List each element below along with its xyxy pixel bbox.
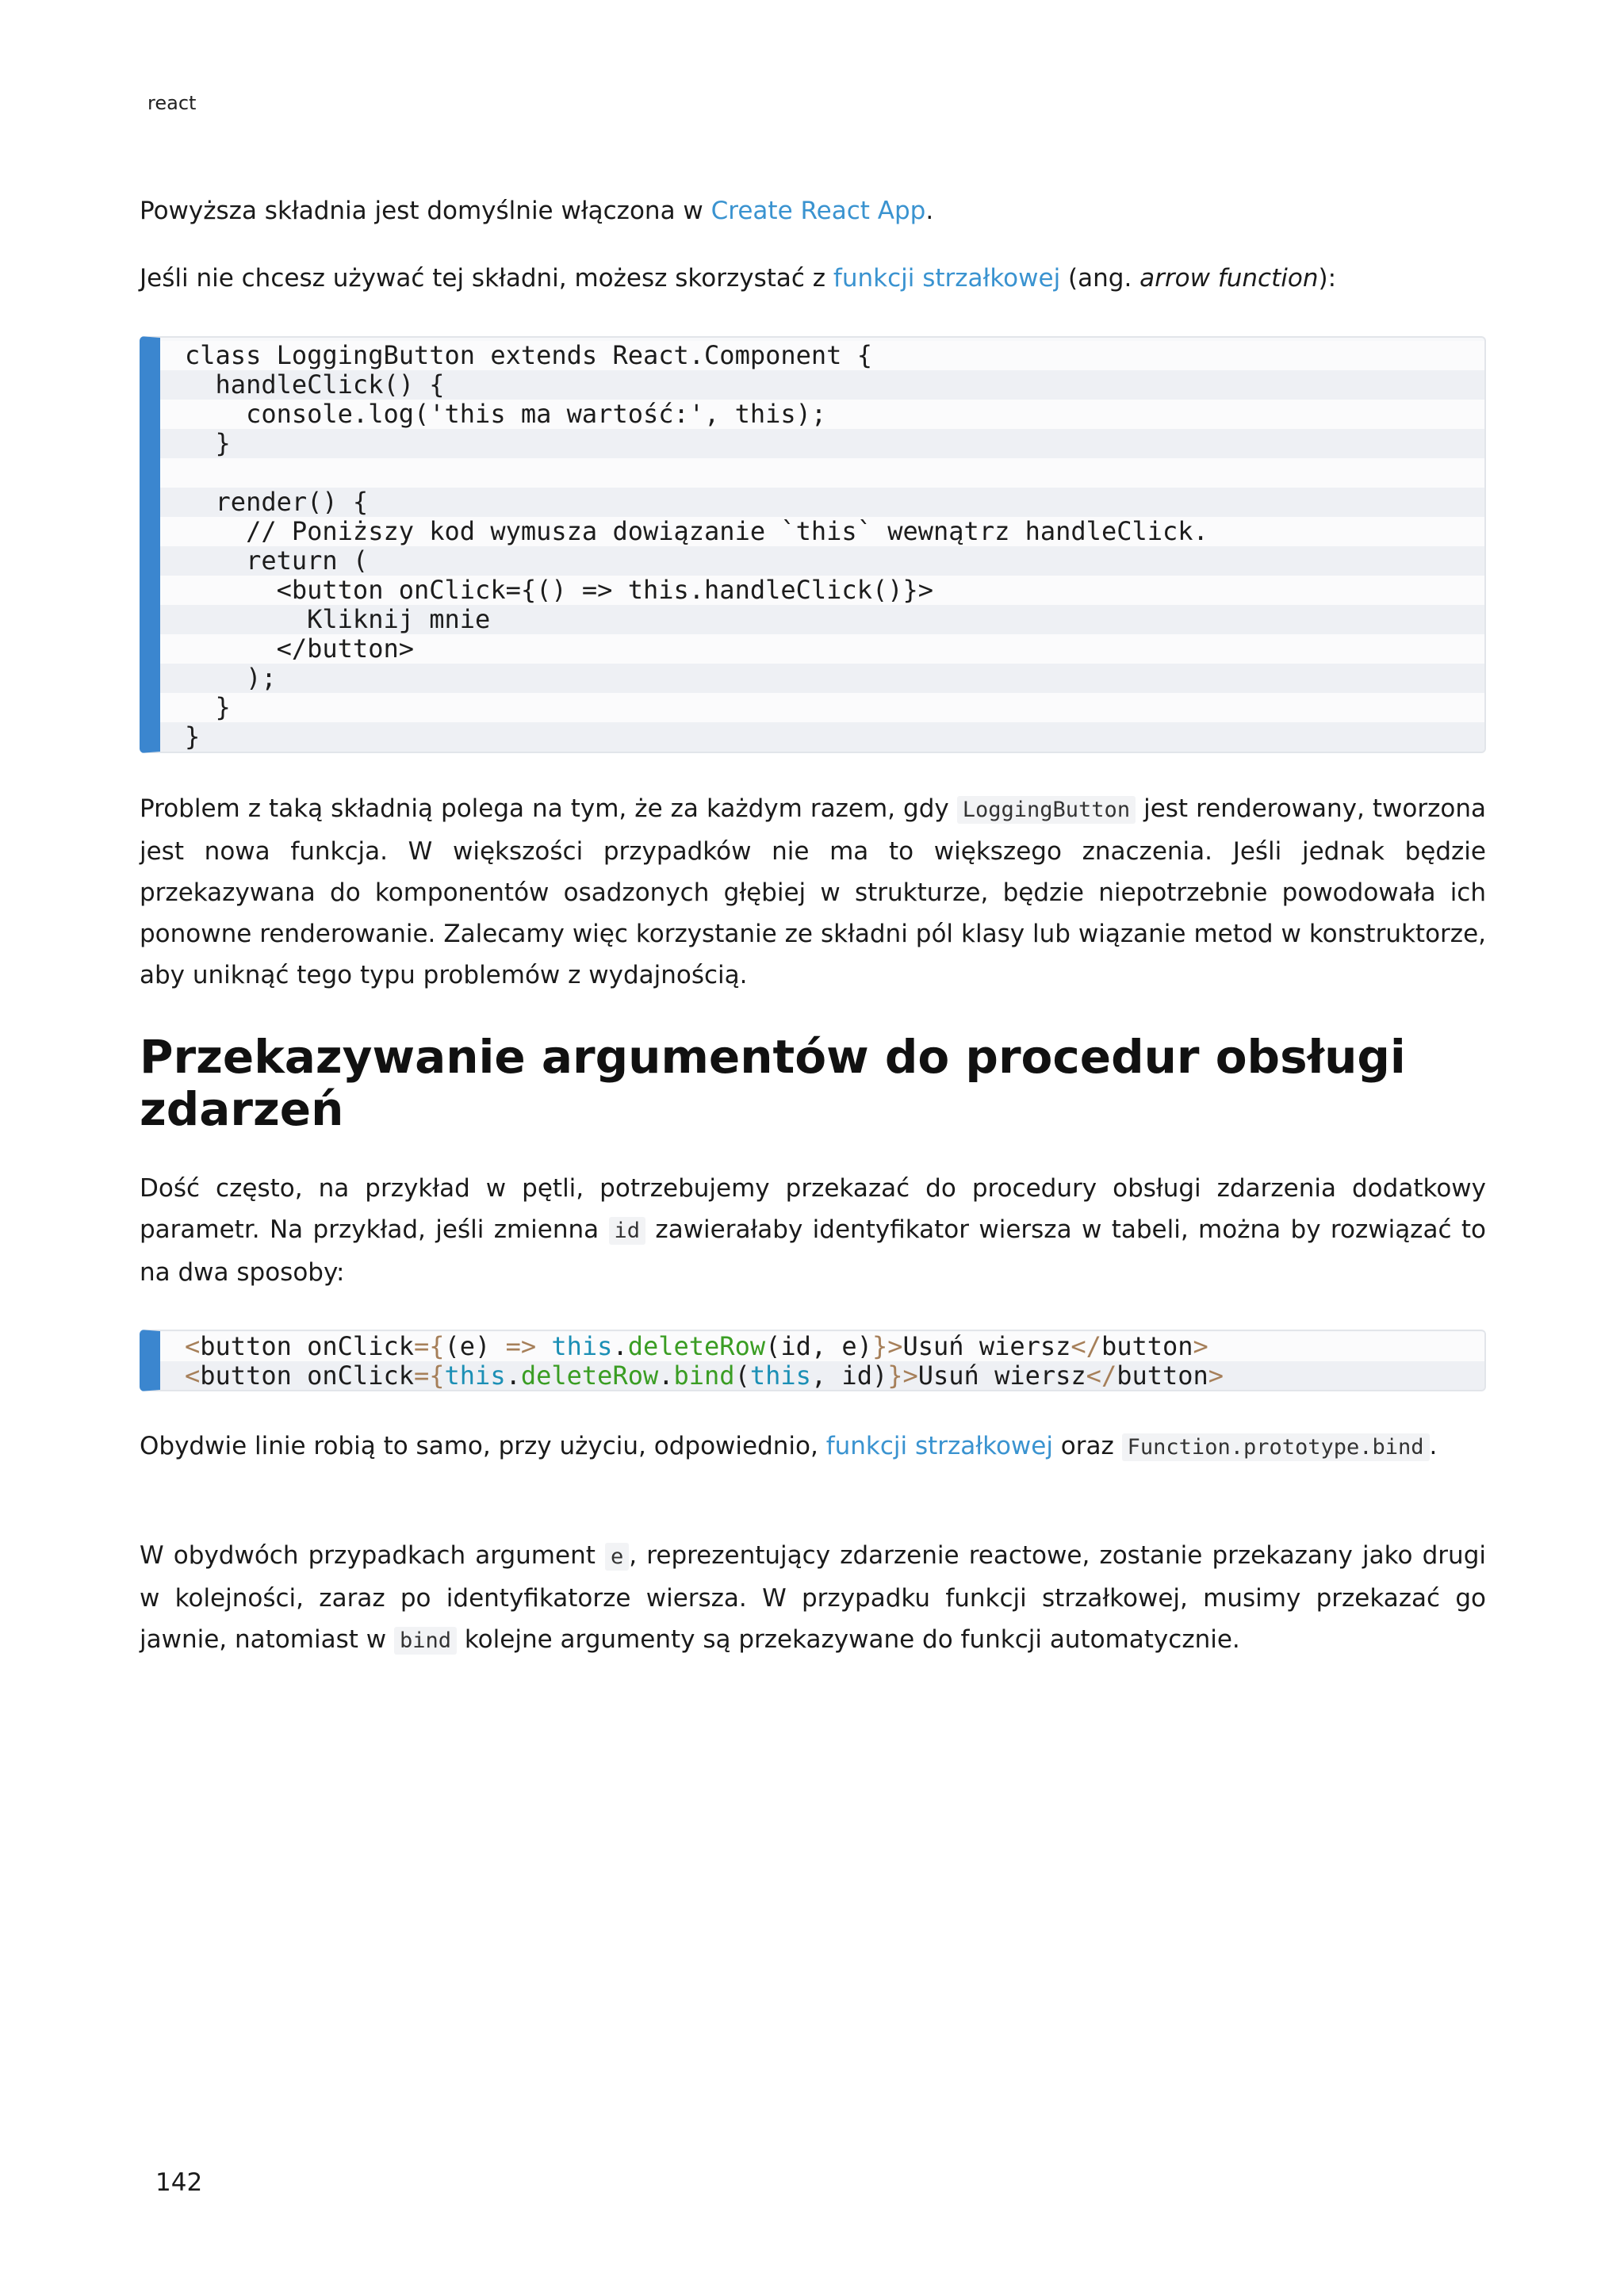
text: . (925, 197, 934, 225)
code-line: Kliknij mnie (160, 605, 1484, 634)
text: Jeśli nie chcesz używać tej składni, możesz skorzystać z (140, 264, 833, 293)
page-number: 142 (155, 2168, 203, 2197)
text: ): (1318, 264, 1337, 293)
code-line: class LoggingButton extends React.Component { (160, 341, 1484, 370)
italic-term: arrow function (1139, 264, 1319, 293)
paragraph-performance-problem (140, 788, 1486, 996)
code-line: ); (160, 664, 1484, 693)
code-token: </ (1086, 1360, 1117, 1391)
text: , reprezentujący zdarzenie reactowe, zostanie przekazany jako drugi w kolejności, zaraz po identyfikatorze wiersza. W przypadku funkcji strzałkowej, musimy przekazać go jawnie, natomiast w (140, 1541, 1486, 1654)
code-token (536, 1331, 551, 1361)
code-line (160, 1332, 1484, 1361)
code-token: }> (887, 1360, 918, 1391)
text: kolejne argumenty są przekazywane do funkcji automatycznie. (456, 1625, 1240, 1654)
code-token: > (1193, 1331, 1208, 1361)
text: oraz (1052, 1432, 1122, 1460)
code-token: > (1208, 1360, 1224, 1391)
code-line: // Poniższy kod wymusza dowiązanie `this` wewnątrz handleClick. (160, 517, 1484, 546)
inline-code-logging-button: LoggingButton (957, 796, 1136, 824)
paragraph-create-react-app (140, 190, 1486, 232)
text: Obydwie linie robią to samo, przy użyciu, odpowiednio, (140, 1432, 826, 1460)
code-token: ={ (413, 1331, 445, 1361)
code-token: , id) (810, 1360, 888, 1391)
code-token: ( (734, 1360, 750, 1391)
paragraph-argument-e (140, 1535, 1486, 1662)
code-token: }> (871, 1331, 903, 1361)
code-token: < (185, 1331, 201, 1361)
code-token: deleteRow (627, 1331, 766, 1361)
code-block-logging-button (140, 336, 1486, 753)
text: Powyższa składnia jest domyślnie włączona w (140, 197, 711, 225)
running-header: react (147, 92, 197, 114)
code-line: } (160, 722, 1484, 752)
text: . (1429, 1432, 1438, 1460)
code-token: deleteRow (520, 1360, 659, 1391)
code-token: => (505, 1331, 537, 1361)
code-token: < (185, 1360, 201, 1391)
code-token: bind (673, 1360, 735, 1391)
text: Problem z taką składnią polega na tym, że za każdym razem, gdy (140, 794, 957, 823)
code-token: (id, e) (765, 1331, 872, 1361)
code-block-delete-row (140, 1330, 1486, 1391)
text: zawierałaby identyfikator wiersza w tabeli, można by rozwiązać to na dwa sposoby: (140, 1215, 1487, 1287)
text: W obydwóch przypadkach argument (140, 1541, 606, 1570)
code-token: button (1116, 1360, 1208, 1391)
code-token: . (612, 1331, 628, 1361)
paragraph-both-lines (140, 1425, 1486, 1468)
text: Dość często, na przykład w pętli, potrzebujemy przekazać do procedury obsługi zdarzenia dodatkowy parametr. Na przykład, jeśli zmienna (140, 1174, 1486, 1244)
code-token: button onClick (200, 1331, 414, 1361)
inline-code-id: id (609, 1217, 646, 1245)
code-token: </ (1071, 1331, 1101, 1361)
code-token: (e) (444, 1331, 506, 1361)
code-line: console.log('this ma wartość:', this); (160, 400, 1484, 429)
code-token: this (551, 1331, 613, 1361)
code-token: this (749, 1360, 811, 1391)
code-token: . (658, 1360, 674, 1391)
link-arrow-function-2[interactable]: funkcji strzałkowej (825, 1432, 1053, 1460)
code-token: button onClick (200, 1360, 414, 1391)
code-line: } (160, 429, 1484, 458)
code-line: } (160, 693, 1484, 722)
code-line: handleClick() { (160, 370, 1484, 400)
paragraph-arrow-function-intro (140, 258, 1486, 299)
inline-code-e: e (605, 1543, 629, 1571)
code-token: ={ (413, 1360, 445, 1391)
code-token: Usuń wiersz (917, 1360, 1086, 1391)
text: jest renderowany, tworzona jest nowa funkcja. W większości przypadków nie ma to większego znaczenia. Jeśli jednak będzie przekazywana do komponentów osadzonych głębiej w strukturze, będzie niepotrzebnie powodowała ich ponowne renderowanie. Zalecamy więc korzystanie ze składni pól klasy lub wiązanie metod w konstruktorze, aby uniknąć tego typu problemów z wydajnością. (140, 794, 1486, 989)
code-line: return ( (160, 546, 1484, 576)
code-line: </button> (160, 634, 1484, 664)
inline-code-function-bind: Function.prototype.bind (1122, 1433, 1430, 1461)
inline-code-bind: bind (394, 1627, 457, 1655)
code-token: Usuń wiersz (902, 1331, 1071, 1361)
code-line: render() { (160, 488, 1484, 517)
code-line (160, 1361, 1484, 1391)
code-token: this (444, 1360, 506, 1391)
code-line: <button onClick={() => this.handleClick()}> (160, 576, 1484, 605)
section-heading: Przekazywanie argumentów do procedur obsługi zdarzeń (140, 1030, 1406, 1136)
paragraph-passing-arguments (140, 1168, 1486, 1293)
code-line (160, 458, 1484, 488)
link-create-react-app[interactable]: Create React App (710, 197, 926, 225)
code-token: button (1101, 1331, 1193, 1361)
link-arrow-function[interactable]: funkcji strzałkowej (833, 264, 1061, 293)
text: (ang. (1060, 264, 1140, 293)
code-token: . (505, 1360, 521, 1391)
